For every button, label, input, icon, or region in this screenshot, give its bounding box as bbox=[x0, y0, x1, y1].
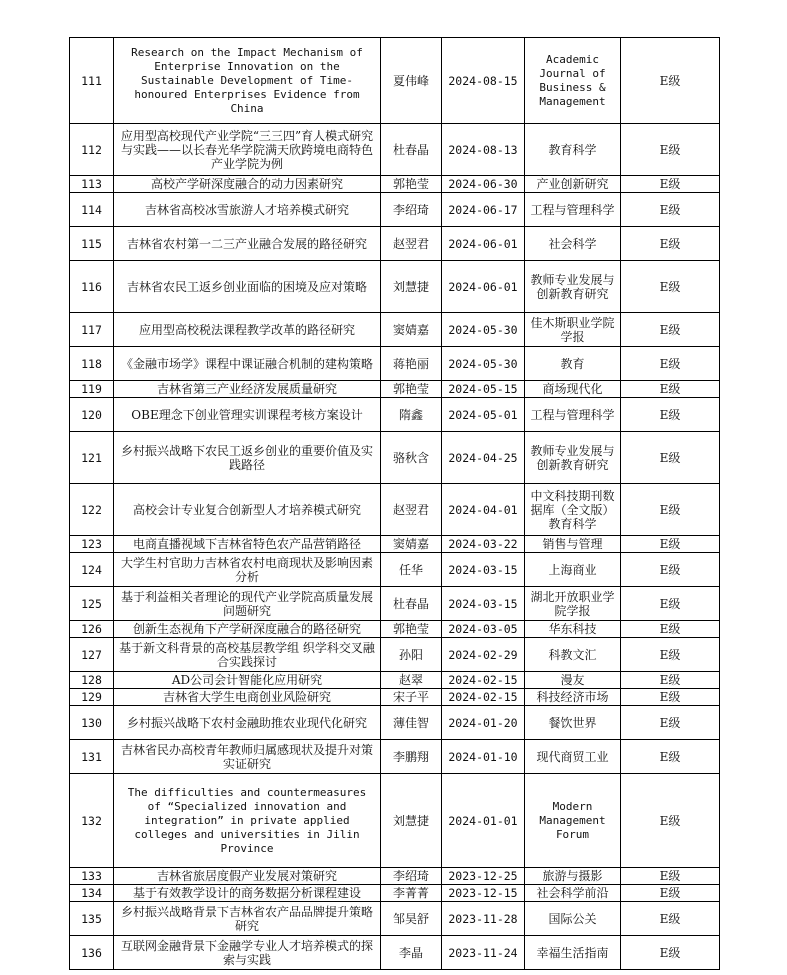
paper-title: AD公司会计智能化应用研究 bbox=[114, 672, 381, 689]
level: E级 bbox=[621, 587, 720, 621]
author: 刘慧捷 bbox=[381, 774, 442, 868]
journal: 销售与管理 bbox=[525, 536, 621, 553]
journal: 漫友 bbox=[525, 672, 621, 689]
author: 李菁菁 bbox=[381, 885, 442, 902]
publish-date: 2024-03-22 bbox=[442, 536, 525, 553]
row-number: 129 bbox=[70, 689, 114, 706]
table-row bbox=[70, 484, 720, 536]
paper-title: Research on the Impact Mechanism of Enterprise Innovation on the Sustainable Development of Time-honoured Enterprises Evidence from China bbox=[114, 38, 381, 124]
table-row bbox=[70, 672, 720, 689]
row-number: 112 bbox=[70, 124, 114, 176]
paper-title: 《金融市场学》课程中课证融合机制的建构策略 bbox=[114, 347, 381, 381]
publish-date: 2024-02-15 bbox=[442, 689, 525, 706]
author: 刘慧捷 bbox=[381, 261, 442, 313]
author: 李绍琦 bbox=[381, 868, 442, 885]
author: 李鹏翔 bbox=[381, 740, 442, 774]
paper-title: 乡村振兴战略背景下吉林省农产品品牌提升策略研究 bbox=[114, 902, 381, 936]
publish-date: 2024-06-01 bbox=[442, 261, 525, 313]
author: 郭艳莹 bbox=[381, 621, 442, 638]
publish-date: 2024-03-15 bbox=[442, 553, 525, 587]
row-number: 119 bbox=[70, 381, 114, 398]
publish-date: 2024-01-01 bbox=[442, 774, 525, 868]
author: 杜春晶 bbox=[381, 587, 442, 621]
table-row bbox=[70, 347, 720, 381]
journal: 国际公关 bbox=[525, 902, 621, 936]
level: E级 bbox=[621, 261, 720, 313]
row-number: 120 bbox=[70, 398, 114, 432]
table-row bbox=[70, 706, 720, 740]
journal: 教师专业发展与创新教育研究 bbox=[525, 261, 621, 313]
journal: 科教文汇 bbox=[525, 638, 621, 672]
journal: 科技经济市场 bbox=[525, 689, 621, 706]
level: E级 bbox=[621, 536, 720, 553]
level: E级 bbox=[621, 868, 720, 885]
row-number: 121 bbox=[70, 432, 114, 484]
level: E级 bbox=[621, 432, 720, 484]
level: E级 bbox=[621, 176, 720, 193]
table-row bbox=[70, 261, 720, 313]
table-row bbox=[70, 902, 720, 936]
publish-date: 2023-12-25 bbox=[442, 868, 525, 885]
row-number: 134 bbox=[70, 885, 114, 902]
row-number: 133 bbox=[70, 868, 114, 885]
publish-date: 2024-05-30 bbox=[442, 313, 525, 347]
journal: Modern Management Forum bbox=[525, 774, 621, 868]
paper-title: 吉林省高校冰雪旅游人才培养模式研究 bbox=[114, 193, 381, 227]
journal: 产业创新研究 bbox=[525, 176, 621, 193]
table-row bbox=[70, 587, 720, 621]
journal: 餐饮世界 bbox=[525, 706, 621, 740]
author: 夏伟峰 bbox=[381, 38, 442, 124]
level: E级 bbox=[621, 313, 720, 347]
author: 李晶 bbox=[381, 936, 442, 970]
paper-title: 乡村振兴战略下农民工返乡创业的重要价值及实践路径 bbox=[114, 432, 381, 484]
publish-date: 2024-06-01 bbox=[442, 227, 525, 261]
journal: 工程与管理科学 bbox=[525, 398, 621, 432]
row-number: 127 bbox=[70, 638, 114, 672]
journal: 湖北开放职业学院学报 bbox=[525, 587, 621, 621]
paper-title: 应用型高校现代产业学院“三三四”育人模式研究与实践——以长春光华学院满天欣跨境电商特色产业学院为例 bbox=[114, 124, 381, 176]
author: 赵翠 bbox=[381, 672, 442, 689]
journal: 社会科学前沿 bbox=[525, 885, 621, 902]
journal: 佳木斯职业学院学报 bbox=[525, 313, 621, 347]
paper-title: 吉林省第三产业经济发展质量研究 bbox=[114, 381, 381, 398]
author: 邹昊舒 bbox=[381, 902, 442, 936]
level: E级 bbox=[621, 740, 720, 774]
paper-title: 基于新文科背景的高校基层教学组 织学科交叉融合实践探讨 bbox=[114, 638, 381, 672]
paper-title: 高校产学研深度融合的动力因素研究 bbox=[114, 176, 381, 193]
journal: 旅游与摄影 bbox=[525, 868, 621, 885]
table-row bbox=[70, 689, 720, 706]
journal: 教师专业发展与创新教育研究 bbox=[525, 432, 621, 484]
table-row bbox=[70, 936, 720, 970]
paper-title: 应用型高校税法课程教学改革的路径研究 bbox=[114, 313, 381, 347]
row-number: 135 bbox=[70, 902, 114, 936]
row-number: 117 bbox=[70, 313, 114, 347]
row-number: 132 bbox=[70, 774, 114, 868]
paper-title: OBE理念下创业管理实训课程考核方案设计 bbox=[114, 398, 381, 432]
table-row bbox=[70, 740, 720, 774]
table-row bbox=[70, 398, 720, 432]
table-row bbox=[70, 621, 720, 638]
journal: 工程与管理科学 bbox=[525, 193, 621, 227]
publish-date: 2023-11-28 bbox=[442, 902, 525, 936]
level: E级 bbox=[621, 774, 720, 868]
level: E级 bbox=[621, 706, 720, 740]
row-number: 125 bbox=[70, 587, 114, 621]
table-row bbox=[70, 227, 720, 261]
level: E级 bbox=[621, 193, 720, 227]
author: 郭艳莹 bbox=[381, 381, 442, 398]
author: 赵翌君 bbox=[381, 227, 442, 261]
table-row bbox=[70, 381, 720, 398]
row-number: 122 bbox=[70, 484, 114, 536]
row-number: 111 bbox=[70, 38, 114, 124]
publish-date: 2024-08-15 bbox=[442, 38, 525, 124]
paper-title: 高校会计专业复合创新型人才培养模式研究 bbox=[114, 484, 381, 536]
level: E级 bbox=[621, 398, 720, 432]
row-number: 128 bbox=[70, 672, 114, 689]
publish-date: 2024-05-30 bbox=[442, 347, 525, 381]
level: E级 bbox=[621, 381, 720, 398]
paper-title: 基于利益相关者理论的现代产业学院高质量发展问题研究 bbox=[114, 587, 381, 621]
author: 孙阳 bbox=[381, 638, 442, 672]
publish-date: 2024-08-13 bbox=[442, 124, 525, 176]
journal: 中文科技期刊数据库（全文版）教育科学 bbox=[525, 484, 621, 536]
level: E级 bbox=[621, 38, 720, 124]
paper-title: 互联网金融背景下金融学专业人才培养模式的探索与实践 bbox=[114, 936, 381, 970]
publish-date: 2024-06-30 bbox=[442, 176, 525, 193]
publish-date: 2024-05-15 bbox=[442, 381, 525, 398]
author: 窦婧嘉 bbox=[381, 536, 442, 553]
publish-date: 2024-01-10 bbox=[442, 740, 525, 774]
journal: 商场现代化 bbox=[525, 381, 621, 398]
journal: Academic Journal of Business & Management bbox=[525, 38, 621, 124]
row-number: 118 bbox=[70, 347, 114, 381]
row-number: 124 bbox=[70, 553, 114, 587]
row-number: 114 bbox=[70, 193, 114, 227]
paper-title: The difficulties and countermeasures of “Specialized innovation and integration” in private applied colleges and universities in Jilin Province bbox=[114, 774, 381, 868]
row-number: 130 bbox=[70, 706, 114, 740]
level: E级 bbox=[621, 689, 720, 706]
table-row bbox=[70, 38, 720, 124]
author: 隋鑫 bbox=[381, 398, 442, 432]
level: E级 bbox=[621, 638, 720, 672]
table-row bbox=[70, 124, 720, 176]
row-number: 115 bbox=[70, 227, 114, 261]
paper-title: 吉林省民办高校青年教师归属感现状及提升对策实证研究 bbox=[114, 740, 381, 774]
paper-title: 吉林省大学生电商创业风险研究 bbox=[114, 689, 381, 706]
author: 赵翌君 bbox=[381, 484, 442, 536]
paper-title: 基于有效教学设计的商务数据分析课程建设 bbox=[114, 885, 381, 902]
table-row bbox=[70, 536, 720, 553]
table-row bbox=[70, 638, 720, 672]
author: 郭艳莹 bbox=[381, 176, 442, 193]
row-number: 126 bbox=[70, 621, 114, 638]
level: E级 bbox=[621, 885, 720, 902]
author: 李绍琦 bbox=[381, 193, 442, 227]
journal: 幸福生活指南 bbox=[525, 936, 621, 970]
level: E级 bbox=[621, 124, 720, 176]
row-number: 113 bbox=[70, 176, 114, 193]
level: E级 bbox=[621, 936, 720, 970]
paper-title: 乡村振兴战略下农村金融助推农业现代化研究 bbox=[114, 706, 381, 740]
author: 宋子平 bbox=[381, 689, 442, 706]
publish-date: 2024-01-20 bbox=[442, 706, 525, 740]
journal: 上海商业 bbox=[525, 553, 621, 587]
author: 任华 bbox=[381, 553, 442, 587]
publish-date: 2023-12-15 bbox=[442, 885, 525, 902]
row-number: 131 bbox=[70, 740, 114, 774]
author: 窦婧嘉 bbox=[381, 313, 442, 347]
level: E级 bbox=[621, 672, 720, 689]
journal: 教育 bbox=[525, 347, 621, 381]
publish-date: 2024-05-01 bbox=[442, 398, 525, 432]
level: E级 bbox=[621, 902, 720, 936]
journal: 社会科学 bbox=[525, 227, 621, 261]
publish-date: 2024-03-15 bbox=[442, 587, 525, 621]
author: 杜春晶 bbox=[381, 124, 442, 176]
row-number: 116 bbox=[70, 261, 114, 313]
level: E级 bbox=[621, 227, 720, 261]
row-number: 123 bbox=[70, 536, 114, 553]
publish-date: 2023-11-24 bbox=[442, 936, 525, 970]
paper-title: 大学生村官助力吉林省农村电商现状及影响因素分析 bbox=[114, 553, 381, 587]
table-row bbox=[70, 176, 720, 193]
publish-date: 2024-02-29 bbox=[442, 638, 525, 672]
publish-date: 2024-04-01 bbox=[442, 484, 525, 536]
row-number: 136 bbox=[70, 936, 114, 970]
level: E级 bbox=[621, 484, 720, 536]
table-row bbox=[70, 313, 720, 347]
publish-date: 2024-03-05 bbox=[442, 621, 525, 638]
paper-title: 吉林省农民工返乡创业面临的困境及应对策略 bbox=[114, 261, 381, 313]
publication-table bbox=[69, 37, 720, 970]
journal: 华东科技 bbox=[525, 621, 621, 638]
paper-title: 电商直播视域下吉林省特色农产品营销路径 bbox=[114, 536, 381, 553]
table-row bbox=[70, 553, 720, 587]
table-row bbox=[70, 868, 720, 885]
table-row bbox=[70, 774, 720, 868]
table-row bbox=[70, 193, 720, 227]
level: E级 bbox=[621, 553, 720, 587]
paper-title: 吉林省农村第一二三产业融合发展的路径研究 bbox=[114, 227, 381, 261]
table-row bbox=[70, 432, 720, 484]
level: E级 bbox=[621, 347, 720, 381]
publish-date: 2024-04-25 bbox=[442, 432, 525, 484]
paper-title: 吉林省旅居度假产业发展对策研究 bbox=[114, 868, 381, 885]
journal: 现代商贸工业 bbox=[525, 740, 621, 774]
level: E级 bbox=[621, 621, 720, 638]
journal: 教育科学 bbox=[525, 124, 621, 176]
publish-date: 2024-02-15 bbox=[442, 672, 525, 689]
author: 薄佳智 bbox=[381, 706, 442, 740]
publish-date: 2024-06-17 bbox=[442, 193, 525, 227]
table-row bbox=[70, 885, 720, 902]
paper-title: 创新生态视角下产学研深度融合的路径研究 bbox=[114, 621, 381, 638]
author: 骆秋含 bbox=[381, 432, 442, 484]
author: 蒋艳丽 bbox=[381, 347, 442, 381]
